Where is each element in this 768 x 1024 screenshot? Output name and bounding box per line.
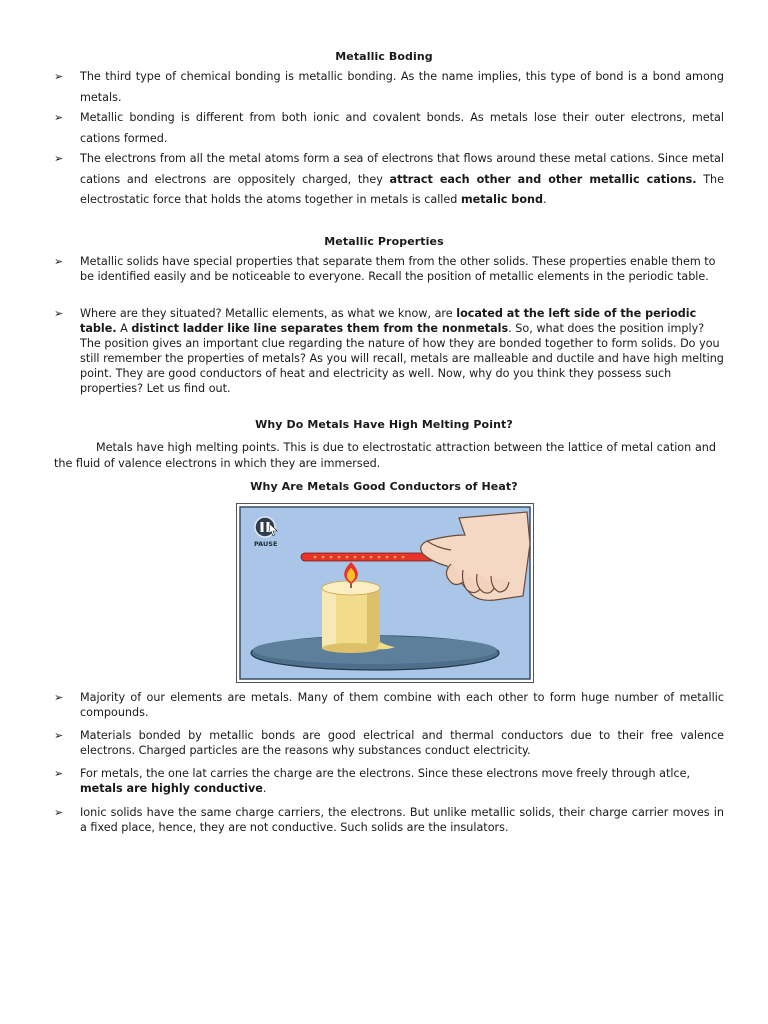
melting-paragraph <box>54 440 716 472</box>
bold-text: distinct ladder like line separates them from the nonmetals <box>131 322 509 335</box>
paragraph-text: Metals have high melting points. This is due to electrostatic attraction between the lattice of metal cation and the fluid of valence electrons in which they are immersed. <box>54 441 716 470</box>
text-run: . <box>262 782 267 795</box>
bullet-arrow-icon: ➢ <box>54 767 64 780</box>
list-item-text: Majority of our elements are metals. Many of them combine with each other to form huge number of metallic compounds. <box>80 691 724 719</box>
list-item-text <box>80 306 724 396</box>
bullet-arrow-icon: ➢ <box>54 152 64 165</box>
list-item-text: Ionic solids have the same charge carriers, the electrons. But unlike metallic solids, their charge carrier moves in a fixed place, hence, they are not conductive. Such solids are the insulators. <box>80 806 724 834</box>
bullet-arrow-icon: ➢ <box>54 307 64 320</box>
list-item-text: The third type of chemical bonding is metallic bonding. As the name implies, this type of bond is a bond among metals. <box>80 70 724 104</box>
bold-text: metals are highly conductive <box>80 782 263 795</box>
heat-conduction-illustration <box>236 503 534 683</box>
illustration-svg <box>237 504 533 682</box>
text-run: A <box>116 322 132 335</box>
list-item-text: Metallic solids have special properties that separate them from the other solids. These properties enable them to be identified easily and be noticeable to everyone. Recall the position of metallic elements in the periodic table. <box>80 255 716 283</box>
heading-metallic-bonding: Metallic Boding <box>335 50 433 63</box>
list-item <box>54 306 724 396</box>
list-item <box>54 728 724 758</box>
bold-text: attract each other and other metallic cations. <box>389 172 697 186</box>
text-run: For metals, the one lat carries the charge are the electrons. Since these electrons move freely through atlce, <box>80 767 691 780</box>
heading-conductors-heat: Why Are Metals Good Conductors of Heat? <box>250 480 518 493</box>
list-item-text: Metallic bonding is different from both ionic and covalent bonds. As metals lose their outer electrons, metal cations formed. <box>80 111 724 145</box>
text-run: . So, what does the position imply? The position gives an important clue regarding the nature of how they are bonded together to form solids. Do you still remember the properties of metals? As you will recall, metals are malleable and ductile and have high melting point. They are good conductors of heat and electricity as well. Now, why do you think they possess such properties? Let us find out. <box>80 322 724 395</box>
list-item <box>54 690 724 720</box>
bullet-arrow-icon: ➢ <box>54 111 64 124</box>
bullet-arrow-icon: ➢ <box>54 691 64 704</box>
heading-melting-point: Why Do Metals Have High Melting Point? <box>255 418 513 431</box>
bullet-arrow-icon: ➢ <box>54 729 64 742</box>
list-item <box>54 805 724 835</box>
bold-text: located at the left side of the periodic table. <box>80 307 697 335</box>
bullet-arrow-icon: ➢ <box>54 255 64 268</box>
list-item <box>54 108 724 149</box>
text-run: The electrons from all the metal atoms form a sea of electrons that flows around these metal cations. Since metal cations and electrons are oppositely charged, they <box>80 152 724 186</box>
list-item-text <box>80 149 724 211</box>
list-item-text <box>80 766 724 796</box>
list-item <box>54 766 724 796</box>
text-run: . <box>542 193 547 206</box>
list-item <box>54 67 724 108</box>
bullet-arrow-icon: ➢ <box>54 806 64 819</box>
pause-label: PAUSE <box>254 540 278 548</box>
list-item <box>54 149 724 211</box>
text-run: Where are they situated? Metallic elements, as what we know, are <box>80 307 457 320</box>
list-item-text: Materials bonded by metallic bonds are good electrical and thermal conductors due to their free valence electrons. Charged particles are the reasons why substances conduct electricity. <box>80 729 724 757</box>
bold-text: metalic bond <box>460 193 543 206</box>
heading-metallic-properties: Metallic Properties <box>324 235 444 248</box>
text-run: The electrostatic force that holds the atoms together in metals is called <box>80 172 725 206</box>
list-item <box>54 254 724 284</box>
bullet-arrow-icon: ➢ <box>54 70 64 83</box>
